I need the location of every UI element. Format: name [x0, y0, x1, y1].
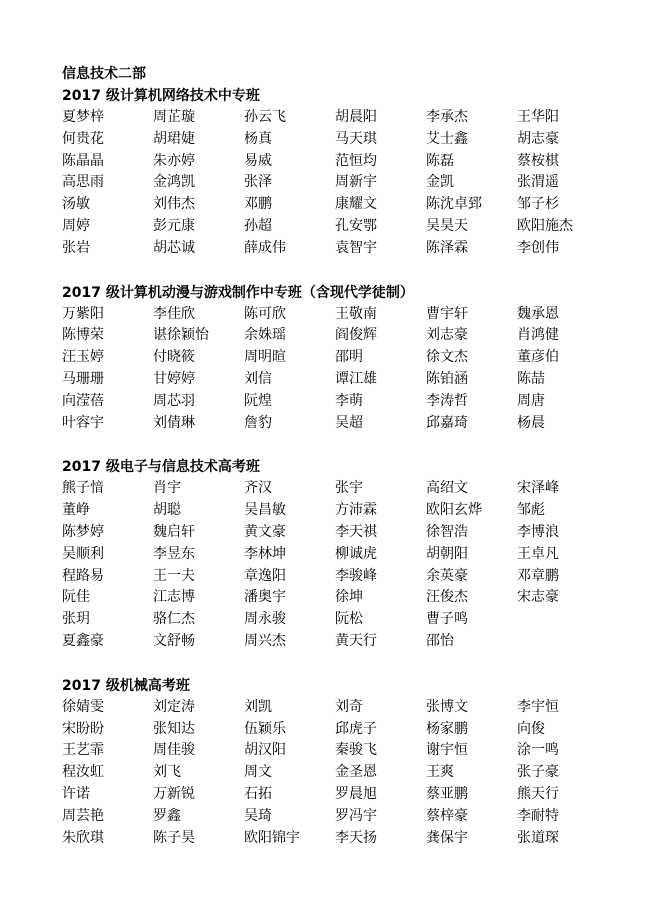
- student-name: 袁智宇: [335, 239, 377, 256]
- student-name: 张岩: [62, 239, 90, 256]
- student-name: 汤敏: [62, 196, 90, 213]
- student-name: 李萌: [335, 392, 363, 409]
- student-name: 张子豪: [517, 764, 559, 781]
- student-name-grid: [62, 304, 622, 435]
- student-name: 欧阳玄烨: [426, 502, 482, 519]
- student-name: 艾士鑫: [426, 130, 468, 147]
- student-name: 欧阳锦宇: [244, 829, 300, 846]
- student-name: 周唐: [517, 392, 545, 409]
- student-name: 汪俊杰: [426, 589, 468, 606]
- student-name: 周芸艳: [62, 807, 104, 824]
- class-title: 2017 级电子与信息技术高考班: [62, 459, 260, 476]
- student-name: 周芷璇: [153, 109, 195, 125]
- student-name: 马珊珊: [62, 370, 104, 387]
- student-name: 肖宇: [153, 480, 181, 497]
- student-name: 向俊: [517, 720, 545, 737]
- student-name: 秦骏飞: [335, 742, 377, 759]
- student-name: 涂一鸣: [517, 742, 559, 759]
- student-name: 罗鑫: [153, 807, 181, 824]
- student-name: 谭江雄: [335, 370, 377, 387]
- student-name: 刘志豪: [426, 327, 468, 344]
- student-name: 吴昌敏: [244, 502, 286, 519]
- student-name: 杨晨: [517, 414, 545, 431]
- student-name: 李骏峰: [335, 567, 377, 584]
- student-name: 石拓: [244, 785, 272, 802]
- student-name: 易威: [244, 152, 272, 169]
- student-name: 余英豪: [426, 567, 468, 584]
- student-name: 付晓筱: [153, 349, 195, 366]
- student-name: 潘奥宇: [244, 589, 286, 606]
- student-name: 马天琪: [335, 130, 377, 147]
- student-name: 邵怡: [426, 632, 454, 649]
- student-name: 王爽: [426, 764, 454, 781]
- student-name: 魏承恩: [517, 305, 559, 322]
- student-name: 齐汉: [244, 480, 272, 497]
- student-name: 李创伟: [517, 239, 559, 256]
- student-name: 汪玉婷: [62, 349, 104, 366]
- student-name: 伍颖乐: [244, 720, 286, 737]
- student-name: 章逸阳: [244, 567, 286, 584]
- student-name: 周佳骏: [153, 742, 195, 759]
- student-name: 李昱东: [153, 545, 195, 562]
- student-name: 谢宇恒: [426, 742, 468, 759]
- student-name: 吴琦: [244, 807, 272, 824]
- student-name: 孙云飞: [244, 109, 286, 125]
- student-name: 吴超: [335, 414, 363, 431]
- student-name: 金鸿凯: [153, 174, 195, 191]
- student-name: 李林坤: [244, 545, 286, 562]
- student-name: 王华阳: [517, 109, 559, 125]
- student-name: 王卓凡: [517, 545, 559, 562]
- student-name: 甘婷婷: [153, 370, 195, 387]
- student-name: 邹子杉: [517, 196, 559, 213]
- student-name: 李涛哲: [426, 392, 468, 409]
- student-name: 余姝瑶: [244, 327, 286, 344]
- student-name: 罗晨旭: [335, 785, 377, 802]
- student-name: 陈磊: [426, 152, 454, 169]
- student-name: 胡汉阳: [244, 742, 286, 759]
- student-name: 陈博荣: [62, 327, 104, 344]
- class-title: 2017 级计算机动漫与游戏制作中专班（含现代学徒制）: [62, 284, 414, 301]
- student-name: 阮煌: [244, 392, 272, 409]
- student-name: 罗冯宇: [335, 807, 377, 824]
- student-name: 胡朝阳: [426, 545, 468, 562]
- student-name: 刘定涛: [153, 698, 195, 715]
- student-name: 肖鸿健: [517, 327, 559, 344]
- student-name: 龚保宇: [426, 829, 468, 846]
- student-name: 欧阳施杰: [517, 217, 573, 234]
- student-name: 胡芯诚: [153, 239, 195, 256]
- student-name: 周新宇: [335, 174, 377, 191]
- student-name: 张博文: [426, 698, 468, 715]
- student-name: 程汝虹: [62, 764, 104, 781]
- student-name: 杨真: [244, 130, 272, 147]
- student-name: 蔡桉棋: [517, 152, 559, 169]
- student-name: 阎俊辉: [335, 327, 377, 344]
- department-title: 信息技术二部: [62, 66, 146, 82]
- student-name: 李耐特: [517, 807, 559, 824]
- student-name: 陈可欣: [244, 305, 286, 322]
- student-name: 李博浪: [517, 523, 559, 540]
- student-name: 吴昊天: [426, 217, 468, 234]
- student-name: 徐智浩: [426, 523, 468, 540]
- student-name: 宋泽峰: [517, 480, 559, 497]
- student-name: 蔡亚鹏: [426, 785, 468, 802]
- student-name: 蔡梓豪: [426, 807, 468, 824]
- student-name: 张渭遥: [517, 174, 559, 191]
- student-name: 胡晨阳: [335, 109, 377, 125]
- student-name: 徐文杰: [426, 349, 468, 366]
- student-name: 张宇: [335, 480, 363, 497]
- student-name: 孔安鄂: [335, 217, 377, 234]
- student-name: 张知达: [153, 720, 195, 737]
- student-name: 万紫阳: [62, 305, 104, 322]
- student-name: 董彦伯: [517, 349, 559, 366]
- student-name: 陈梦婷: [62, 523, 104, 540]
- student-name: 周明暄: [244, 349, 286, 366]
- student-name: 康耀文: [335, 196, 377, 213]
- student-name: 万新锐: [153, 785, 195, 802]
- student-name: 李天祺: [335, 523, 377, 540]
- student-name: 陈沈卓郅: [426, 196, 482, 213]
- student-name: 曹子鸣: [426, 611, 468, 628]
- student-name: [517, 631, 608, 653]
- student-name: 夏梦梓: [62, 109, 104, 125]
- student-name: 阮佳: [62, 589, 90, 606]
- student-name: 周文: [244, 764, 272, 781]
- class-section: [62, 456, 622, 652]
- student-name: 陈喆: [517, 370, 545, 387]
- student-name: 邹彪: [517, 502, 545, 519]
- student-name: 柳诚虎: [335, 545, 377, 562]
- student-name: 程路易: [62, 567, 104, 584]
- student-name: 陈铂涵: [426, 370, 468, 387]
- class-title: 2017 级机械高考班: [62, 677, 190, 694]
- student-name: 金圣恩: [335, 764, 377, 781]
- student-name-grid: [62, 107, 622, 260]
- class-title: 2017 级计算机网络技术中专班: [62, 88, 260, 104]
- student-name: 叶容宇: [62, 414, 104, 431]
- student-name: 何贵花: [62, 130, 104, 147]
- student-name: 魏启轩: [153, 523, 195, 540]
- student-name: 李天扬: [335, 829, 377, 846]
- student-name: 邱虎子: [335, 720, 377, 737]
- student-name: 黄文豪: [244, 523, 286, 540]
- student-name: 徐坤: [335, 589, 363, 606]
- student-name: 范恒均: [335, 152, 377, 169]
- student-name: 杨家鹏: [426, 720, 468, 737]
- student-name: 周芯羽: [153, 392, 195, 409]
- student-name: 邓章鹏: [517, 567, 559, 584]
- student-name-grid: [62, 478, 622, 652]
- student-name: 刘伟杰: [153, 196, 195, 213]
- student-name: 薛成伟: [244, 239, 286, 256]
- student-name: 阮松: [335, 611, 363, 628]
- student-name: 刘飞: [153, 764, 181, 781]
- student-name: 周婷: [62, 217, 90, 234]
- student-name: 刘奇: [335, 698, 363, 715]
- student-name: 陈子昊: [153, 829, 195, 846]
- student-name: 邱嘉琦: [426, 414, 468, 431]
- student-name: 王一夫: [153, 567, 195, 584]
- student-name: 宋盼盼: [62, 720, 104, 737]
- student-name: 朱亦婷: [153, 152, 195, 169]
- student-name: 詹豹: [244, 414, 272, 431]
- student-name: 高绍文: [426, 480, 468, 497]
- student-name: 宋志豪: [517, 589, 559, 606]
- student-name: 骆仁杰: [153, 611, 195, 628]
- student-name: 陈泽霖: [426, 239, 468, 256]
- student-name-grid: [62, 697, 622, 850]
- student-name: 金凯: [426, 174, 454, 191]
- student-name: [517, 609, 608, 631]
- student-name: 江志博: [153, 589, 195, 606]
- student-name: 刘信: [244, 370, 272, 387]
- student-name: 胡珺婕: [153, 130, 195, 147]
- student-name: 胡志豪: [517, 130, 559, 147]
- class-sections: [62, 85, 622, 849]
- student-name: 彭元康: [153, 217, 195, 234]
- student-name: 黄天行: [335, 632, 377, 649]
- student-name: 周兴杰: [244, 632, 286, 649]
- student-name: 曹宇轩: [426, 305, 468, 322]
- student-name: 邓鹏: [244, 196, 272, 213]
- student-name: 刘倩琳: [153, 414, 195, 431]
- student-name: 王艺霏: [62, 742, 104, 759]
- student-name: 胡聪: [153, 502, 181, 519]
- document-page: [62, 60, 622, 849]
- student-name: 许诺: [62, 785, 90, 802]
- student-name: 周永骏: [244, 611, 286, 628]
- student-name: 李承杰: [426, 109, 468, 125]
- student-name: 张泽: [244, 174, 272, 191]
- student-name: 熊子愔: [62, 480, 104, 497]
- student-name: 邵明: [335, 349, 363, 366]
- student-name: 陈晶晶: [62, 152, 104, 169]
- student-name: 刘凯: [244, 698, 272, 715]
- student-name: 孙超: [244, 217, 272, 234]
- student-name: 熊天行: [517, 785, 559, 802]
- student-name: 张玥: [62, 611, 90, 628]
- student-name: 方沛霖: [335, 502, 377, 519]
- class-section: [62, 85, 622, 260]
- student-name: 向滢蓓: [62, 392, 104, 409]
- student-name: 高思雨: [62, 174, 104, 191]
- student-name: 徐婧雯: [62, 698, 104, 715]
- student-name: 董峥: [62, 502, 90, 519]
- student-name: 朱欣琪: [62, 829, 104, 846]
- student-name: 文舒畅: [153, 632, 195, 649]
- student-name: 谌徐颖怡: [153, 327, 209, 344]
- class-section: [62, 675, 622, 850]
- student-name: 夏鑫豪: [62, 632, 104, 649]
- student-name: 王敬南: [335, 305, 377, 322]
- class-section: [62, 282, 622, 435]
- student-name: 李佳欣: [153, 305, 195, 322]
- student-name: 吴顺利: [62, 545, 104, 562]
- student-name: 李宇恒: [517, 698, 559, 715]
- student-name: 张道琛: [517, 829, 559, 846]
